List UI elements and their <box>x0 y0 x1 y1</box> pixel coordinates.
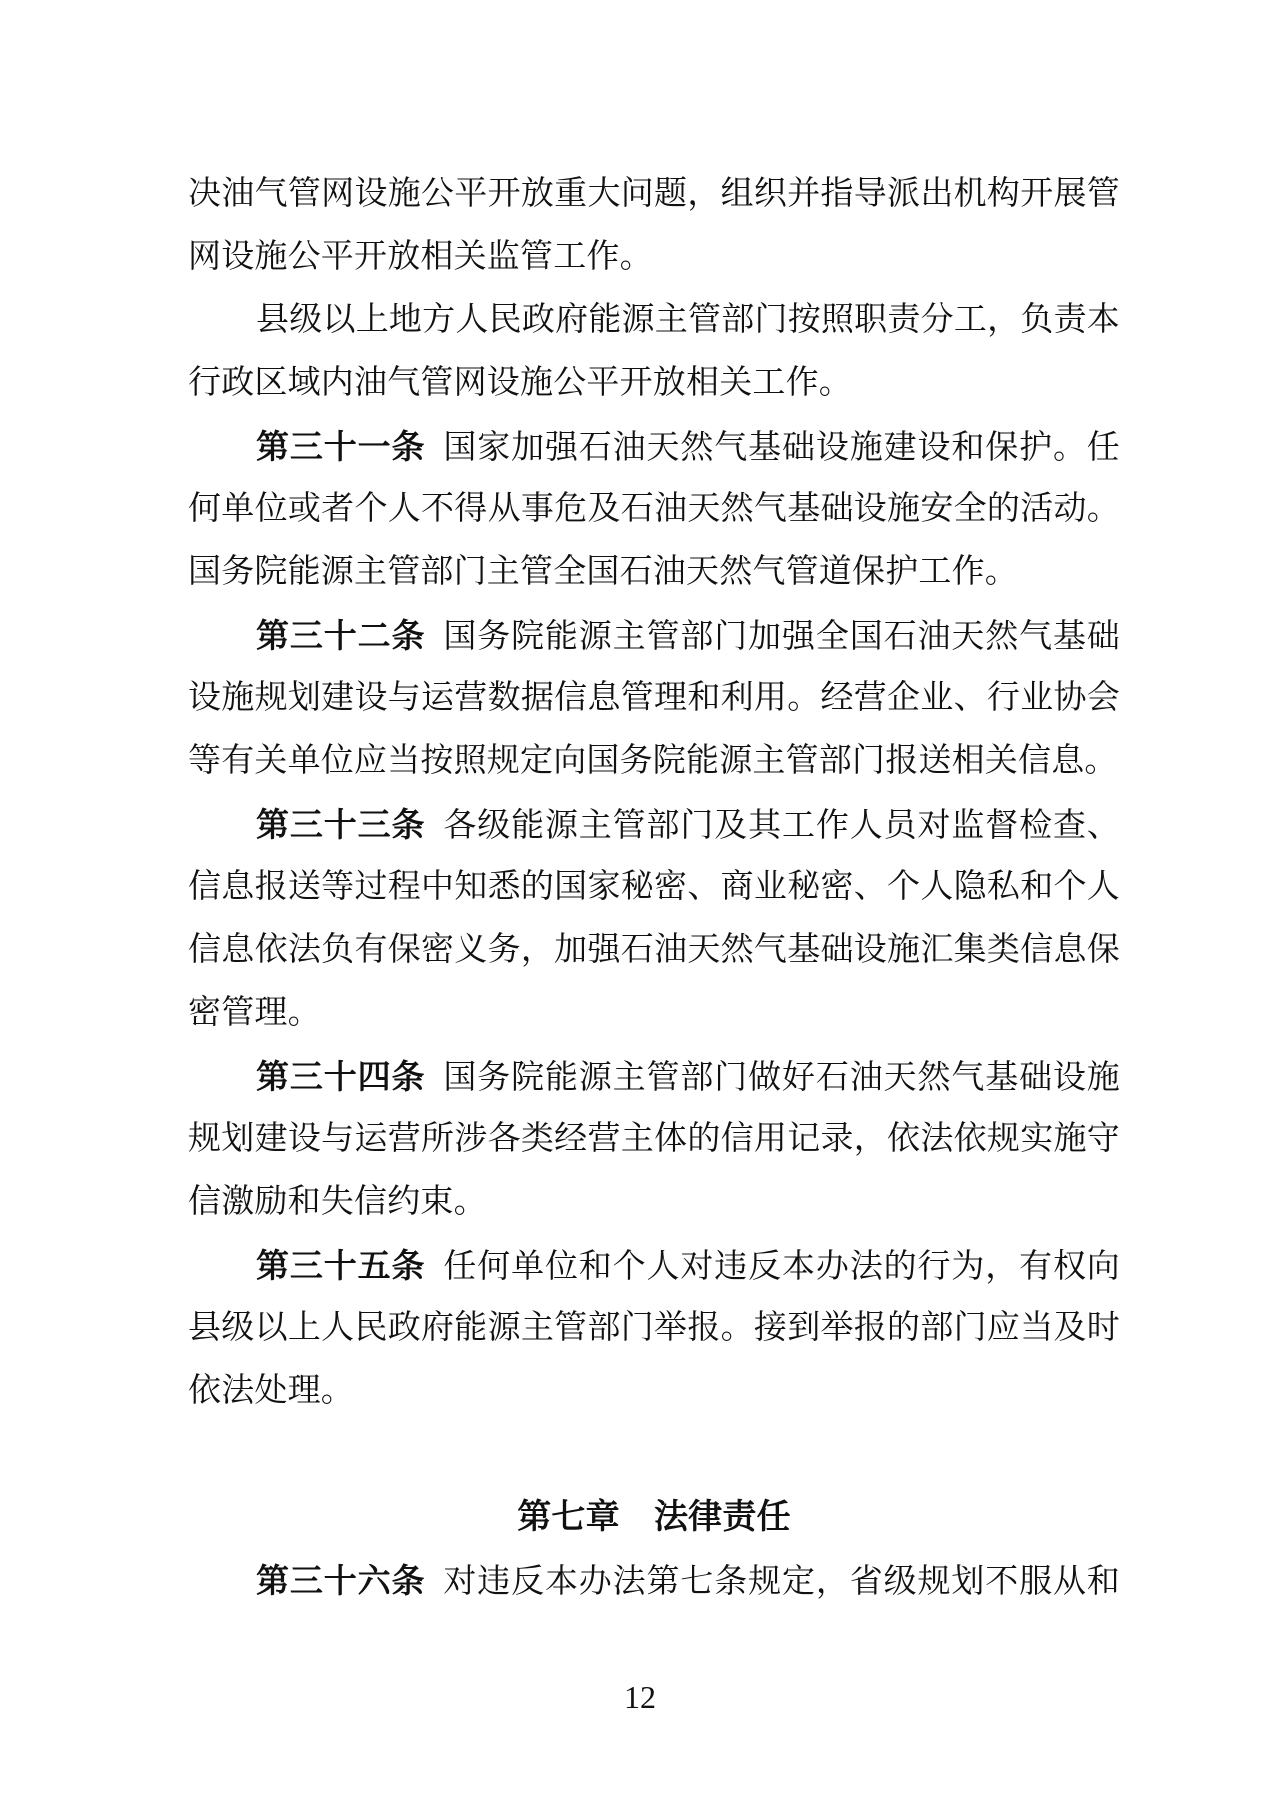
text-line: 等有关单位应当按照规定向国务院能源主管部门报送相关信息。 <box>188 743 1118 779</box>
text-line: 何单位或者个人不得从事危及石油天然气基础设施安全的活动。 <box>188 491 1120 527</box>
article-35-line <box>188 1234 1120 1297</box>
article-number: 第三十三条 <box>256 805 426 844</box>
text-line: 密管理。 <box>188 995 321 1031</box>
text-line: 县级以上人民政府能源主管部门举报。接到举报的部门应当及时 <box>188 1310 1120 1346</box>
text-line: 网设施公平开放相关监管工作。 <box>188 239 653 275</box>
article-33-line <box>188 793 1120 856</box>
article-text: 国务院能源主管部门加强全国石油天然气基础 <box>443 619 1121 655</box>
article-text: 国家加强石油天然气基础设施建设和保护。任 <box>443 430 1121 466</box>
page-number: 12 <box>624 1679 656 1715</box>
article-number: 第三十六条 <box>256 1561 426 1600</box>
article-number: 第三十四条 <box>256 1057 426 1096</box>
article-32-line <box>188 604 1120 667</box>
article-text: 国务院能源主管部门做好石油天然气基础设施 <box>443 1060 1121 1096</box>
article-number: 第三十二条 <box>256 616 426 655</box>
article-31-line <box>188 415 1120 478</box>
text-line: 信息报送等过程中知悉的国家秘密、商业秘密、个人隐私和个人 <box>188 869 1120 905</box>
blank-line <box>188 1423 1120 1486</box>
article-number: 第三十五条 <box>256 1246 426 1285</box>
text-line: 信激励和失信约束。 <box>188 1184 487 1220</box>
article-text: 任何单位和个人对违反本办法的行为，有权向 <box>443 1249 1121 1285</box>
text-line: 县级以上地方人民政府能源主管部门按照职责分工，负责本 <box>256 302 1120 338</box>
text-line: 设施规划建设与运营数据信息管理和利用。经营企业、行业协会 <box>188 680 1120 716</box>
text-line: 决油气管网设施公平开放重大问题，组织并指导派出机构开展管 <box>188 176 1120 212</box>
body-text <box>188 163 1120 1612</box>
text-line: 行政区域内油气管网设施公平开放相关工作。 <box>188 365 852 401</box>
article-36-line <box>188 1549 1120 1612</box>
article-text: 对违反本办法第七条规定，省级规划不服从和 <box>443 1564 1121 1600</box>
text-line: 国务院能源主管部门主管全国石油天然气管道保护工作。 <box>188 554 1018 590</box>
chapter-heading: 第七章 法律责任 <box>517 1497 791 1537</box>
article-34-line <box>188 1045 1120 1108</box>
text-line: 信息依法负有保密义务，加强石油天然气基础设施汇集类信息保 <box>188 932 1120 968</box>
text-line: 规划建设与运营所涉各类经营主体的信用记录，依法依规实施守 <box>188 1121 1120 1157</box>
article-text: 各级能源主管部门及其工作人员对监督检查、 <box>443 808 1121 844</box>
article-number: 第三十一条 <box>256 427 426 466</box>
text-line: 依法处理。 <box>188 1373 354 1409</box>
